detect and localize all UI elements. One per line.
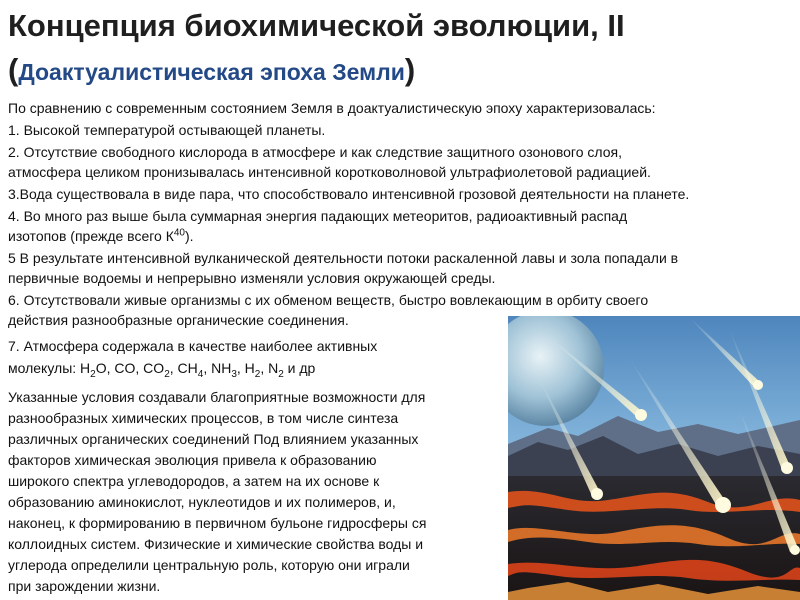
conclusion-line: факторов химическая эволюция привела к образованию (8, 452, 377, 468)
point-5-line-1: 5 В результате интенсивной вулканической деятельности потоки раскаленной лавы и зола попадали в (8, 250, 679, 266)
meteor (635, 409, 647, 421)
slide-subtitle-line (8, 50, 788, 92)
conclusion-line: при зарождении жизни. (8, 578, 161, 594)
point-3: 3.Вода существовала в виде пара, что способствовало интенсивной грозовой деятельности на планете. (8, 186, 690, 202)
formula-sub: 2 (90, 368, 96, 380)
formula-part: , N (260, 360, 279, 376)
point-6-line-1: 6. Отсутствовали живые организмы с их обменом веществ, быстро вовлекающим в орбиту своего (8, 292, 649, 308)
early-earth-illustration (508, 316, 800, 600)
subtitle: Доактуалистическая эпоха Земли (18, 59, 405, 85)
formula-part: и др (283, 360, 316, 376)
point-2-line-1: 2. Отсутствие свободного кислорода в атмосфере и как следствие защитного озонового слоя, (8, 144, 622, 160)
meteor (781, 462, 793, 474)
conclusion-line: углерода определили центральную роль, которую они играли (8, 557, 410, 573)
formula-sub: 2 (164, 368, 170, 380)
point-4-text: изотопов (прежде всего К (8, 228, 174, 244)
point-4-line-2 (8, 226, 194, 246)
meteor (591, 488, 603, 500)
conclusion-line: широкого спектра углеводородов, а затем на их основе к (8, 473, 380, 489)
point-4-text-end: ). (185, 228, 194, 244)
meteor (715, 497, 731, 513)
point-7-line-1: 7. Атмосфера содержала в качестве наиболее активных (8, 338, 378, 354)
point-7-molecules (8, 358, 315, 378)
point-1: 1. Высокой температурой остывающей планеты. (8, 122, 326, 138)
formula-sub: 2 (254, 368, 261, 380)
conclusion-line: наконец, к формированию в первичном бульоне гидросферы ся (8, 515, 427, 531)
molecules-label: молекулы: (8, 360, 81, 376)
point-6-line-2: действия разнообразные органические соединения. (8, 312, 349, 328)
formula-part: , CH (169, 360, 198, 376)
title-line-1: Концепция биохимической эволюции, II (8, 8, 625, 43)
formula-sub: 4 (197, 368, 204, 380)
formula-part: O, CO, CO (95, 360, 165, 376)
conclusion-line: разнообразных химических процессов, в том числе синтеза (8, 410, 399, 426)
early-earth-illustration-svg (508, 316, 800, 600)
conclusion-line: Указанные условия создавали благоприятные возможности для (8, 389, 426, 405)
isotope-superscript: 40 (173, 227, 185, 239)
formula-sub: 2 (278, 368, 284, 380)
conclusion-line: различных органических соединений Под влиянием указанных (8, 431, 419, 447)
formula-part: , NH (203, 360, 232, 376)
point-4-line-1: 4. Во много раз выше была суммарная энергия падающих метеоритов, радиоактивный распад (8, 208, 628, 224)
formula-part: , H (236, 360, 255, 376)
point-2-line-2: атмосфера целиком пронизывалась интенсивной коротковолновой ультрафиолетовой радиацией. (8, 164, 651, 180)
conclusion-line: коллоидных систем. Физические и химические свойства воды и (8, 536, 424, 552)
point-5-line-2: первичные водоемы и непрерывно изменяли условия окружающей среды. (8, 270, 496, 286)
meteor (790, 545, 800, 555)
formula-part: H (80, 360, 91, 376)
formula-sub: 3 (231, 368, 237, 380)
open-paren: ( (8, 52, 19, 87)
conclusion-line: образованию аминокислот, нуклеотидов и их полимеров, и, (8, 494, 396, 510)
intro-text: По сравнению с современным состоянием Земля в доактуалистическую эпоху характеризовалась: (8, 100, 656, 116)
slide-title (8, 6, 788, 46)
close-paren: ) (404, 52, 416, 87)
